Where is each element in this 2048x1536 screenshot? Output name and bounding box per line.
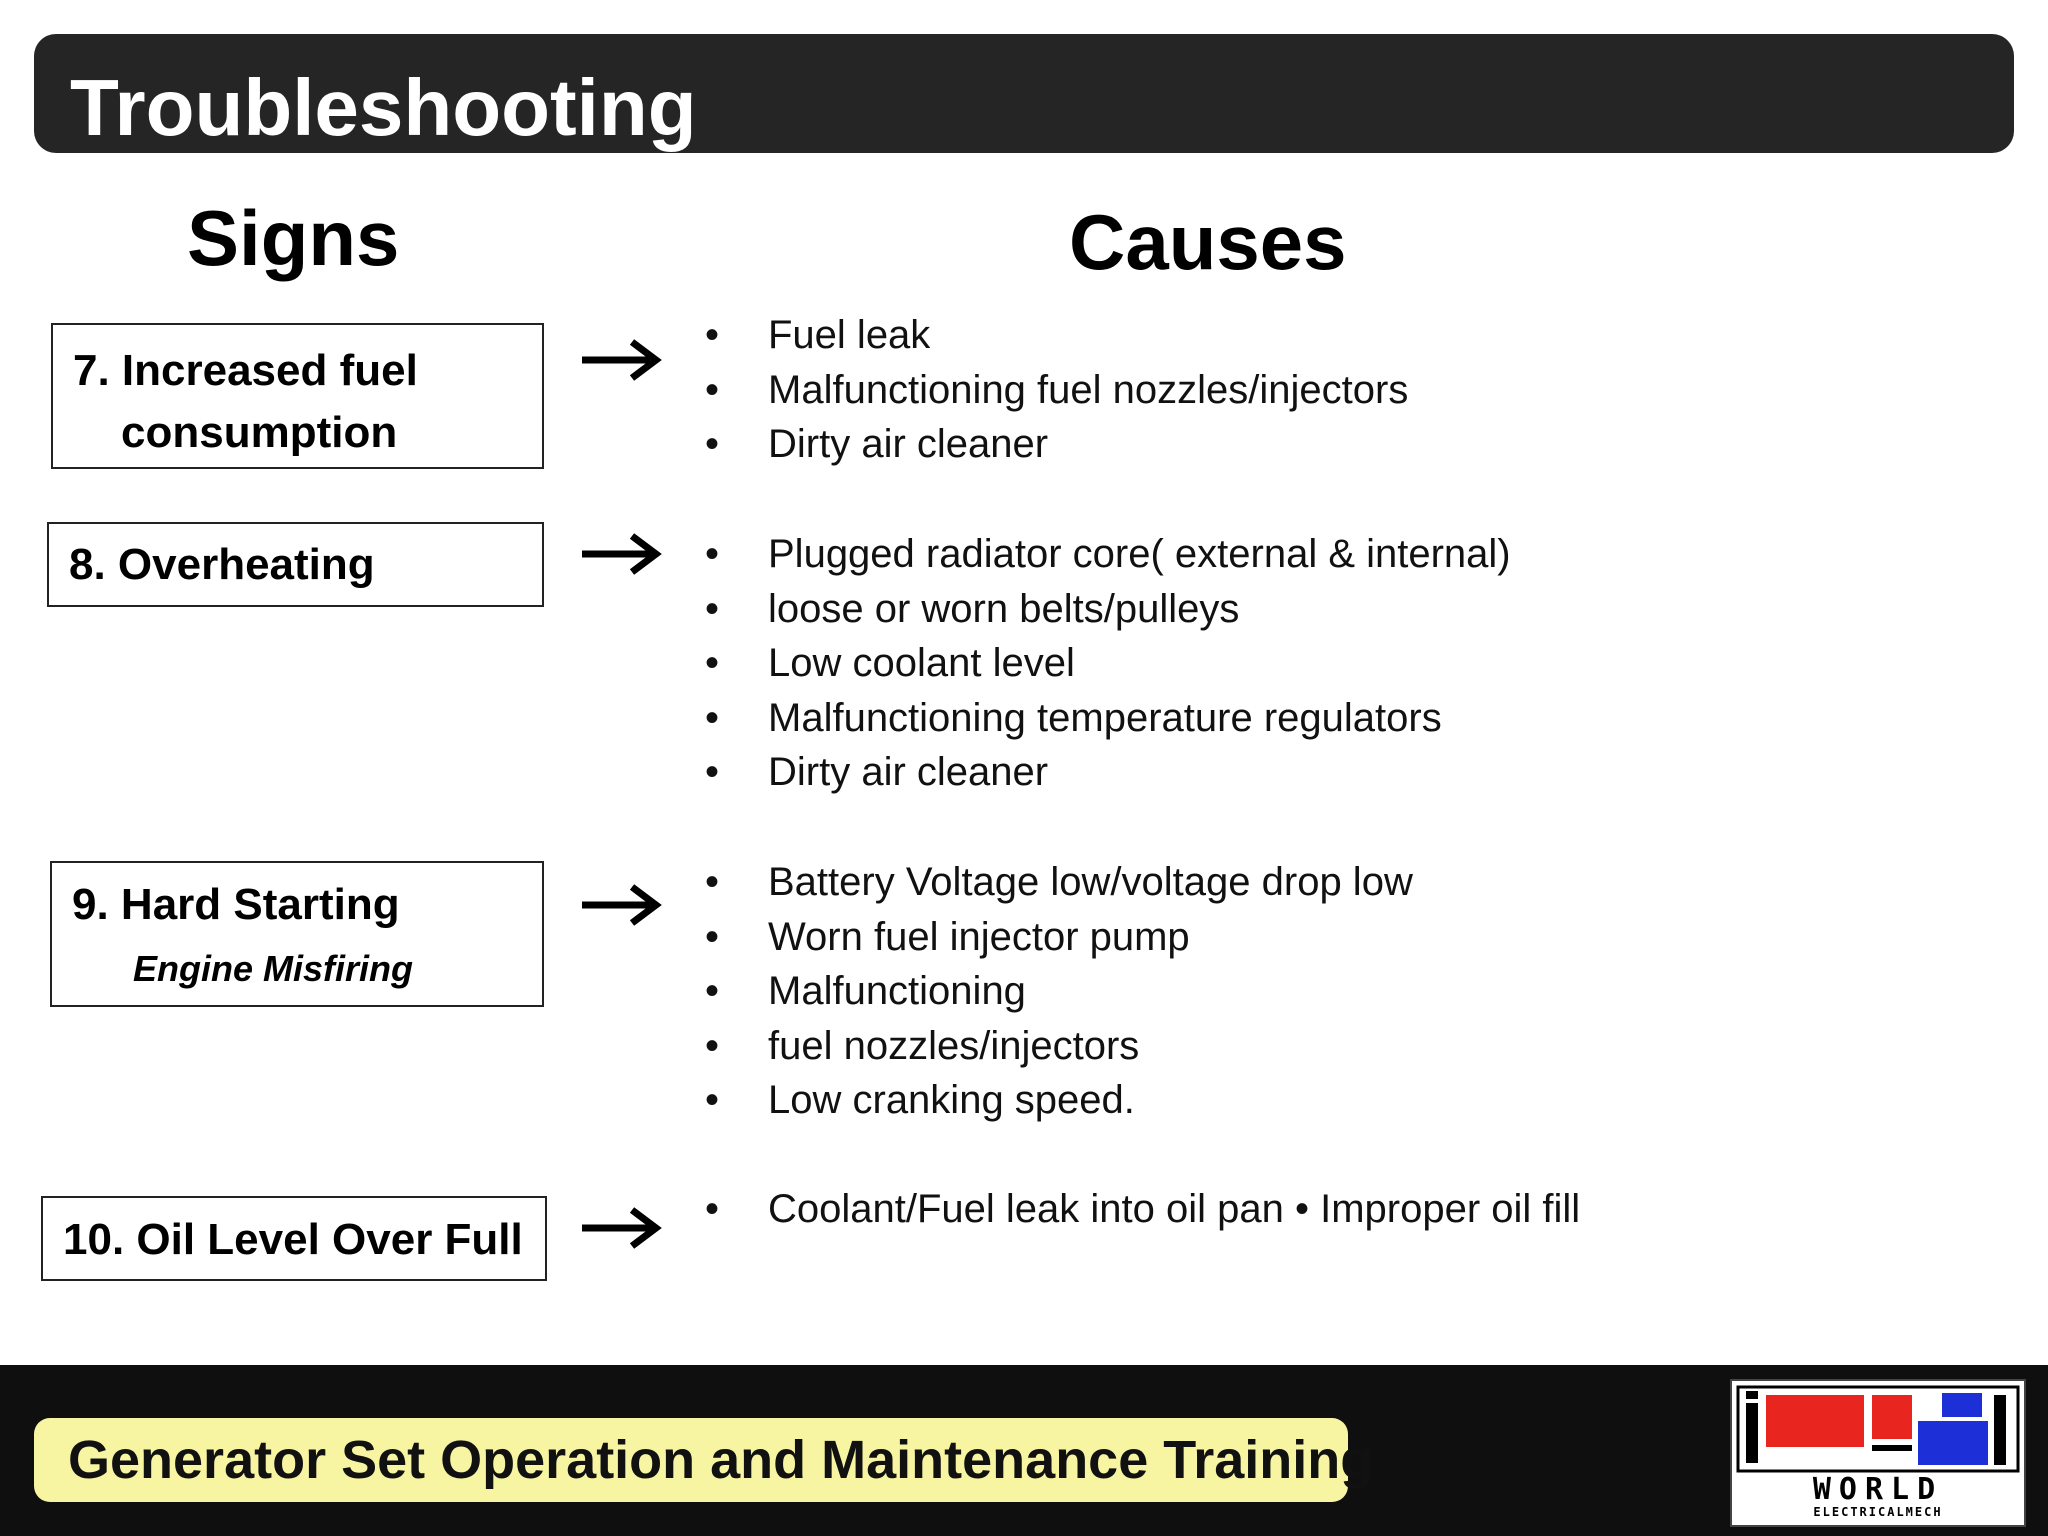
bullet-icon: • — [704, 422, 719, 466]
sign-subtitle: Engine Misfiring — [133, 948, 414, 989]
sign-box-oil-level — [41, 1196, 547, 1281]
bullet-icon: • — [704, 695, 719, 740]
sign-box-overheating — [47, 522, 544, 607]
bullet-icon: • — [704, 532, 719, 576]
bullet-icon: • — [704, 1023, 719, 1068]
bullet-icon: • — [704, 969, 719, 1013]
bullet-icon: • — [704, 914, 719, 959]
footer-banner-text: Generator Set Operation and Maintenance Training — [68, 1430, 1374, 1490]
logo-subtext: ELECTRICALMECH — [1813, 1505, 1943, 1519]
slide-title: Troubleshooting — [70, 63, 697, 152]
arrow-right-icon — [580, 1206, 662, 1250]
bullet-icon: • — [704, 860, 719, 904]
logo-mark-icon — [1732, 1381, 2024, 1475]
bullet-icon: • — [704, 313, 719, 357]
bullet-icon: • — [704, 750, 719, 794]
signs-heading: Signs — [187, 194, 400, 282]
sign-box-increased-fuel — [51, 323, 544, 469]
bullet-icon: • — [704, 586, 719, 631]
sign-label: 10. Oil Level Over Full — [63, 1215, 523, 1264]
arrow-right-icon — [580, 883, 662, 927]
causes-heading: Causes — [1069, 198, 1347, 286]
company-logo — [1730, 1379, 2026, 1527]
sign-label: 8. Overheating — [69, 540, 375, 589]
bullet-icon: • — [704, 367, 719, 412]
arrow-right-icon — [580, 338, 662, 382]
sign-label: 9. Hard Starting — [72, 880, 400, 929]
arrow-right-icon — [580, 532, 662, 576]
bullet-icon: • — [704, 1187, 719, 1231]
bullet-icon: • — [704, 641, 719, 685]
sign-box-hard-starting — [50, 861, 544, 1007]
bullet-icon: • — [704, 1078, 719, 1122]
sign-label-cont: consumption — [121, 408, 398, 457]
sign-label: 7. Increased fuel — [73, 346, 418, 395]
logo-word: WORLD — [1812, 1472, 1944, 1507]
